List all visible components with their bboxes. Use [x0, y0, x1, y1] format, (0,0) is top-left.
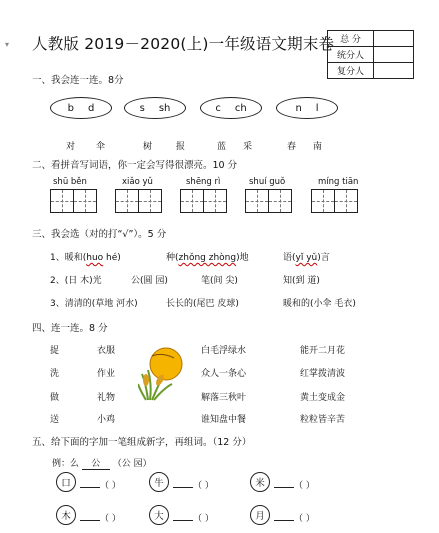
verb-item: 捉 — [50, 346, 60, 356]
match-char: 南 — [313, 142, 323, 152]
score-label-tallier: 统分人 — [328, 47, 374, 63]
match-char: 采 — [243, 142, 253, 152]
choice-row3-item: 长长的(尾巴 皮球) — [166, 299, 239, 309]
pinyin-label: shēng rì — [186, 177, 221, 187]
score-table — [327, 30, 414, 79]
writing-grid[interactable] — [311, 189, 357, 213]
char-circle: 木 — [56, 505, 76, 525]
score-value-total — [374, 31, 414, 47]
writing-grid[interactable] — [115, 189, 161, 213]
answer-blank[interactable]: （ ） — [80, 478, 121, 491]
answer-blank[interactable]: （ ） — [173, 511, 214, 524]
poem-line: 谁知盘中餐 — [201, 415, 247, 425]
corner-mark: ▾ — [5, 40, 10, 49]
poem-line-match: 黄土变成金 — [300, 393, 346, 403]
pair-left: c — [215, 102, 221, 114]
answer-blank[interactable]: （ ） — [274, 511, 315, 524]
verb-item: 洗 — [50, 369, 60, 379]
pinyin-label: shū běn — [53, 177, 87, 187]
choice-row3-item: 3、清清的(草地 河水) — [50, 299, 138, 309]
choice-item-1: 1、暖和(huo hé) — [50, 253, 121, 263]
pair-s-sh — [124, 97, 186, 119]
poem-line-match: 能开二月花 — [300, 346, 346, 356]
object-item: 作业 — [97, 369, 116, 379]
pair-c-ch — [200, 97, 262, 119]
score-label-reviewer: 复分人 — [328, 63, 374, 79]
choice-row3-item: 暖和的(小伞 毛衣) — [283, 299, 356, 309]
section1-heading: 一、我会连一连。8分 — [32, 75, 124, 86]
poem-line: 解落三秋叶 — [201, 393, 247, 403]
score-value-reviewer — [374, 63, 414, 79]
pinyin-label: xiǎo yǔ — [122, 177, 153, 187]
pair-left: s — [139, 102, 145, 114]
example-line: 例：么 公 （公 园） — [52, 456, 152, 470]
char-circle: 牛 — [149, 472, 169, 492]
char-circle: 大 — [149, 505, 169, 525]
pair-right: d — [88, 102, 95, 114]
sun-grass-icon — [138, 344, 186, 402]
score-label-total: 总 分 — [328, 31, 374, 47]
pinyin-label: shuí guǒ — [249, 177, 286, 187]
section4-heading: 四、连一连。8 分 — [32, 323, 108, 334]
match-char: 伞 — [96, 142, 106, 152]
pair-b-d — [50, 97, 112, 119]
score-value-tallier — [374, 47, 414, 63]
page-title: 人教版 2019－2020(上)一年级语文期末卷 — [32, 35, 335, 53]
choice-item-2: 种(zhǒng zhòng)地 — [166, 253, 249, 263]
pair-left: n — [295, 102, 302, 114]
answer-blank[interactable]: （ ） — [80, 511, 121, 524]
char-circle: 口 — [56, 472, 76, 492]
poem-line: 众人一条心 — [201, 369, 247, 379]
object-item: 礼物 — [97, 393, 116, 403]
pair-right: sh — [158, 102, 171, 114]
writing-grid[interactable] — [245, 189, 291, 213]
choice-row2-item: 笔(间 尖) — [201, 276, 238, 286]
char-circle: 米 — [250, 472, 270, 492]
poem-line-match: 红掌拨清波 — [300, 369, 346, 379]
choice-item-3: 语(yǐ yǔ)言 — [283, 253, 330, 263]
answer-blank[interactable]: （ ） — [173, 478, 214, 491]
pair-right: ch — [234, 102, 247, 114]
match-char: 报 — [176, 142, 186, 152]
verb-item: 做 — [50, 393, 60, 403]
pair-right: l — [315, 102, 319, 114]
poem-line-match: 粒粒皆辛苦 — [300, 415, 346, 425]
choice-row2-item: 2、(日 木)光 — [50, 276, 102, 286]
verb-item: 送 — [50, 415, 60, 425]
choice-row2-item: 知(到 道) — [283, 276, 320, 286]
match-char: 春 — [287, 142, 297, 152]
object-item: 小鸡 — [97, 415, 116, 425]
pair-n-l — [276, 97, 338, 119]
section2-heading: 二、看拼音写词语，你一定会写得很漂亮。10 分 — [32, 160, 238, 171]
choice-row2-item: 公(圆 园) — [131, 276, 168, 286]
match-char: 蓝 — [217, 142, 227, 152]
writing-grid[interactable] — [180, 189, 226, 213]
section5-heading: 五、给下面的字加一笔组成新字，再组词。（12 分） — [32, 437, 252, 448]
match-char: 树 — [143, 142, 153, 152]
match-char: 对 — [66, 142, 76, 152]
object-item: 衣服 — [97, 346, 116, 356]
writing-grid[interactable] — [50, 189, 96, 213]
section3-heading: 三、我会选（对的打“√”）。5 分 — [32, 229, 167, 240]
poem-line: 白毛浮绿水 — [201, 346, 247, 356]
char-circle: 月 — [250, 505, 270, 525]
answer-blank[interactable]: （ ） — [274, 478, 315, 491]
pair-left: b — [67, 102, 74, 114]
pinyin-label: míng tiān — [318, 177, 359, 187]
